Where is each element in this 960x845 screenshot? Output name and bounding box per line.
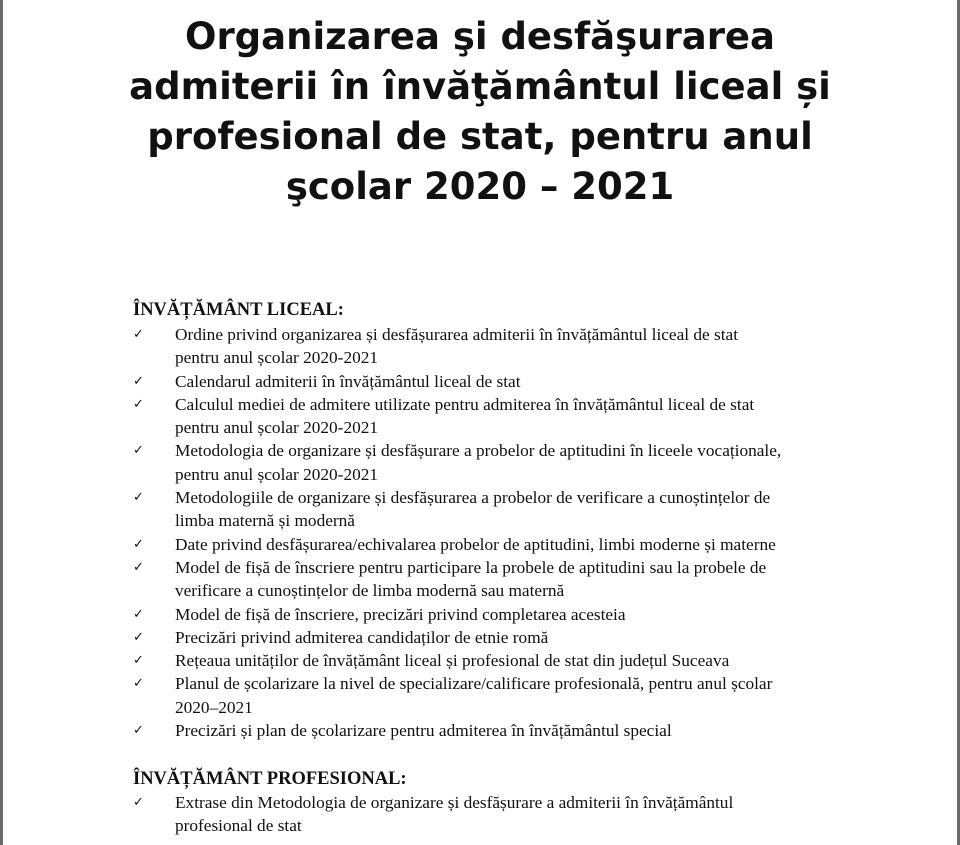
checklist-profesional <box>133 791 913 838</box>
list-item <box>133 486 913 533</box>
list-item <box>133 393 913 440</box>
list-item-text-line: Metodologiile de organizare și desfășurarea a probelor de verificare a cunoștințelor de <box>175 488 771 508</box>
checkmark-icon: ✓ <box>133 629 144 645</box>
list-item <box>133 603 913 626</box>
section-heading-liceal: ÎNVĂȚĂMÂNT LICEAL: <box>133 300 344 320</box>
list-item <box>133 672 913 719</box>
title-line: şcolar 2020 – 2021 <box>285 165 675 208</box>
list-item-text-line: limba maternă și modernă <box>175 511 355 531</box>
list-item-text-line: Precizări privind admiterea candidaților de etnie romă <box>175 627 549 647</box>
title-line: admiterii în învăţământul liceal și <box>129 65 831 108</box>
list-item <box>133 719 913 742</box>
list-item <box>133 626 913 649</box>
document-title <box>63 12 897 212</box>
list-item-text-line: Ordine privind organizarea și desfășurarea admiterii în învățământul liceal de stat <box>175 325 739 344</box>
title-line: profesional de stat, pentru anul <box>147 115 813 158</box>
checkmark-icon: ✓ <box>133 653 144 669</box>
checkmark-icon: ✓ <box>133 327 144 342</box>
list-item-text-line: verificare a cunoștințelor de limba modernă sau maternă <box>175 581 565 601</box>
list-item <box>133 370 913 393</box>
checkmark-icon: ✓ <box>133 606 144 622</box>
list-item <box>133 323 913 370</box>
title-line: Organizarea şi desfăşurarea <box>184 15 775 58</box>
checkmark-icon: ✓ <box>133 559 144 575</box>
checkmark-icon: ✓ <box>133 396 144 412</box>
list-item-text-line: Rețeaua unităților de învățământ liceal și profesional de stat din județul Suceava <box>175 651 730 671</box>
list-item-text-line: Extrase din Metodologia de organizare și desfășurare a admiterii în învățământul <box>175 793 734 812</box>
list-item-text-line: 2020–2021 <box>175 697 253 717</box>
checkmark-icon: ✓ <box>133 490 144 506</box>
section-heading-profesional: ÎNVĂȚĂMÂNT PROFESIONAL: <box>133 769 407 789</box>
checkmark-icon: ✓ <box>133 373 144 389</box>
list-item-text-line: Precizări și plan de școlarizare pentru admiterea în învățământul special <box>175 721 672 741</box>
list-item-text-line: pentru anul școlar 2020-2021 <box>175 464 379 484</box>
checkmark-icon: ✓ <box>133 536 144 552</box>
list-item-text-line: Model de fișă de înscriere pentru participare la probele de aptitudini sau la probele de <box>175 557 767 577</box>
list-item <box>133 439 913 486</box>
checklist-liceal <box>133 323 913 742</box>
list-item-text-line: profesional de stat <box>175 816 302 836</box>
list-item <box>133 556 913 603</box>
checkmark-icon: ✓ <box>133 723 144 739</box>
list-item-text-line: pentru anul școlar 2020-2021 <box>175 348 379 368</box>
list-item-text-line: Date privind desfășurarea/echivalarea probelor de aptitudini, limbi moderne și materne <box>175 534 776 554</box>
checkmark-icon: ✓ <box>133 443 144 459</box>
list-item-text-line: Calculul mediei de admitere utilizate pentru admiterea în învățământul liceal de stat <box>175 394 755 414</box>
list-item-text-line: Planul de școlarizare la nivel de specializare/calificare profesională, pentru anul școlar <box>175 674 773 694</box>
list-item-text-line: Calendarul admiterii în învățământul liceal de stat <box>175 371 521 391</box>
checkmark-icon: ✓ <box>133 795 144 810</box>
list-item <box>133 649 913 672</box>
list-item <box>133 791 913 838</box>
list-item-text-line: Model de fișă de înscriere, precizări privind completarea acesteia <box>175 604 626 624</box>
checkmark-icon: ✓ <box>133 676 144 692</box>
list-item <box>133 533 913 556</box>
list-item-text-line: Metodologia de organizare și desfășurare a probelor de aptitudini în liceele vocaționale, <box>175 441 782 461</box>
list-item-text-line: pentru anul școlar 2020-2021 <box>175 418 379 438</box>
